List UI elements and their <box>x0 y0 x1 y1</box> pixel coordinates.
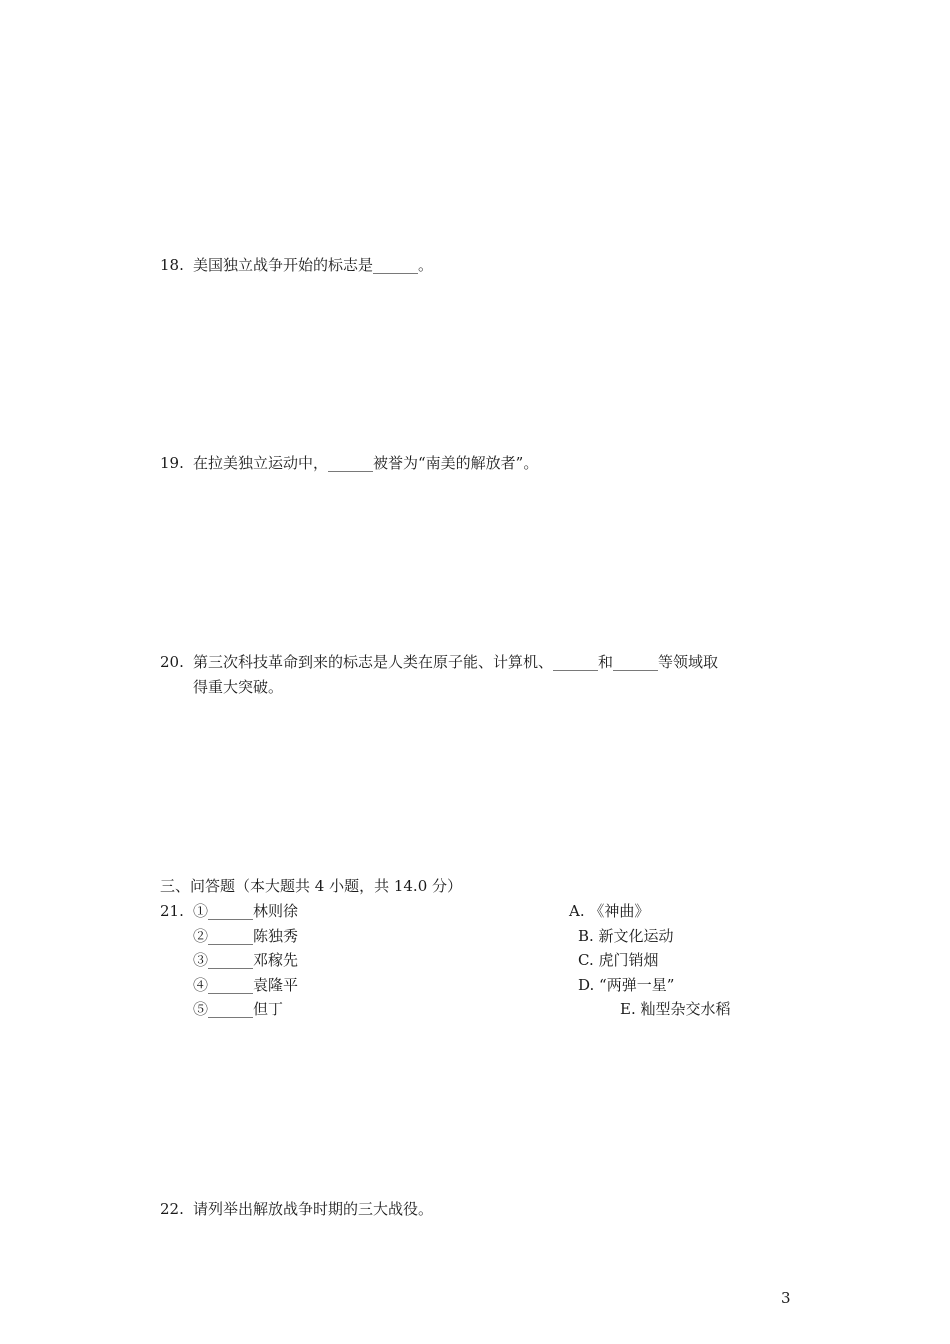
question-text: 请列举出解放战争时期的三大战役。 <box>193 1200 434 1218</box>
question-text: 在拉美独立运动中，______被誉为“南美的解放者”。 <box>193 454 539 472</box>
question-text-line-2: 得重大突破。 <box>193 678 284 696</box>
page-number: 3 <box>781 1289 791 1307</box>
question-number: 18. <box>160 256 184 274</box>
section-header: 三、问答题（本大题共 4 小题，共 14.0 分） <box>160 877 463 895</box>
match-item: ④______袁隆平 <box>193 976 299 994</box>
question-number: 21. <box>160 902 184 920</box>
question-number: 20. <box>160 653 184 671</box>
question-number: 19. <box>160 454 184 472</box>
match-option: B. 新文化运动 <box>578 927 674 945</box>
match-option: D. “两弹一星” <box>578 976 675 994</box>
question-number: 22. <box>160 1200 184 1218</box>
match-option: A. 《神曲》 <box>569 902 650 920</box>
question-text: 美国独立战争开始的标志是______。 <box>193 256 434 274</box>
match-item: ②______陈独秀 <box>193 927 299 945</box>
match-item: ①______林则徐 <box>193 902 299 920</box>
match-option: C. 虎门销烟 <box>578 951 659 969</box>
match-option: E. 籼型杂交水稻 <box>620 1000 731 1018</box>
match-item: ③______邓稼先 <box>193 951 299 969</box>
question-text-line-1: 第三次科技革命到来的标志是人类在原子能、计算机、______和______等领域取 <box>193 653 719 671</box>
match-item: ⑤______但丁 <box>193 1000 284 1018</box>
